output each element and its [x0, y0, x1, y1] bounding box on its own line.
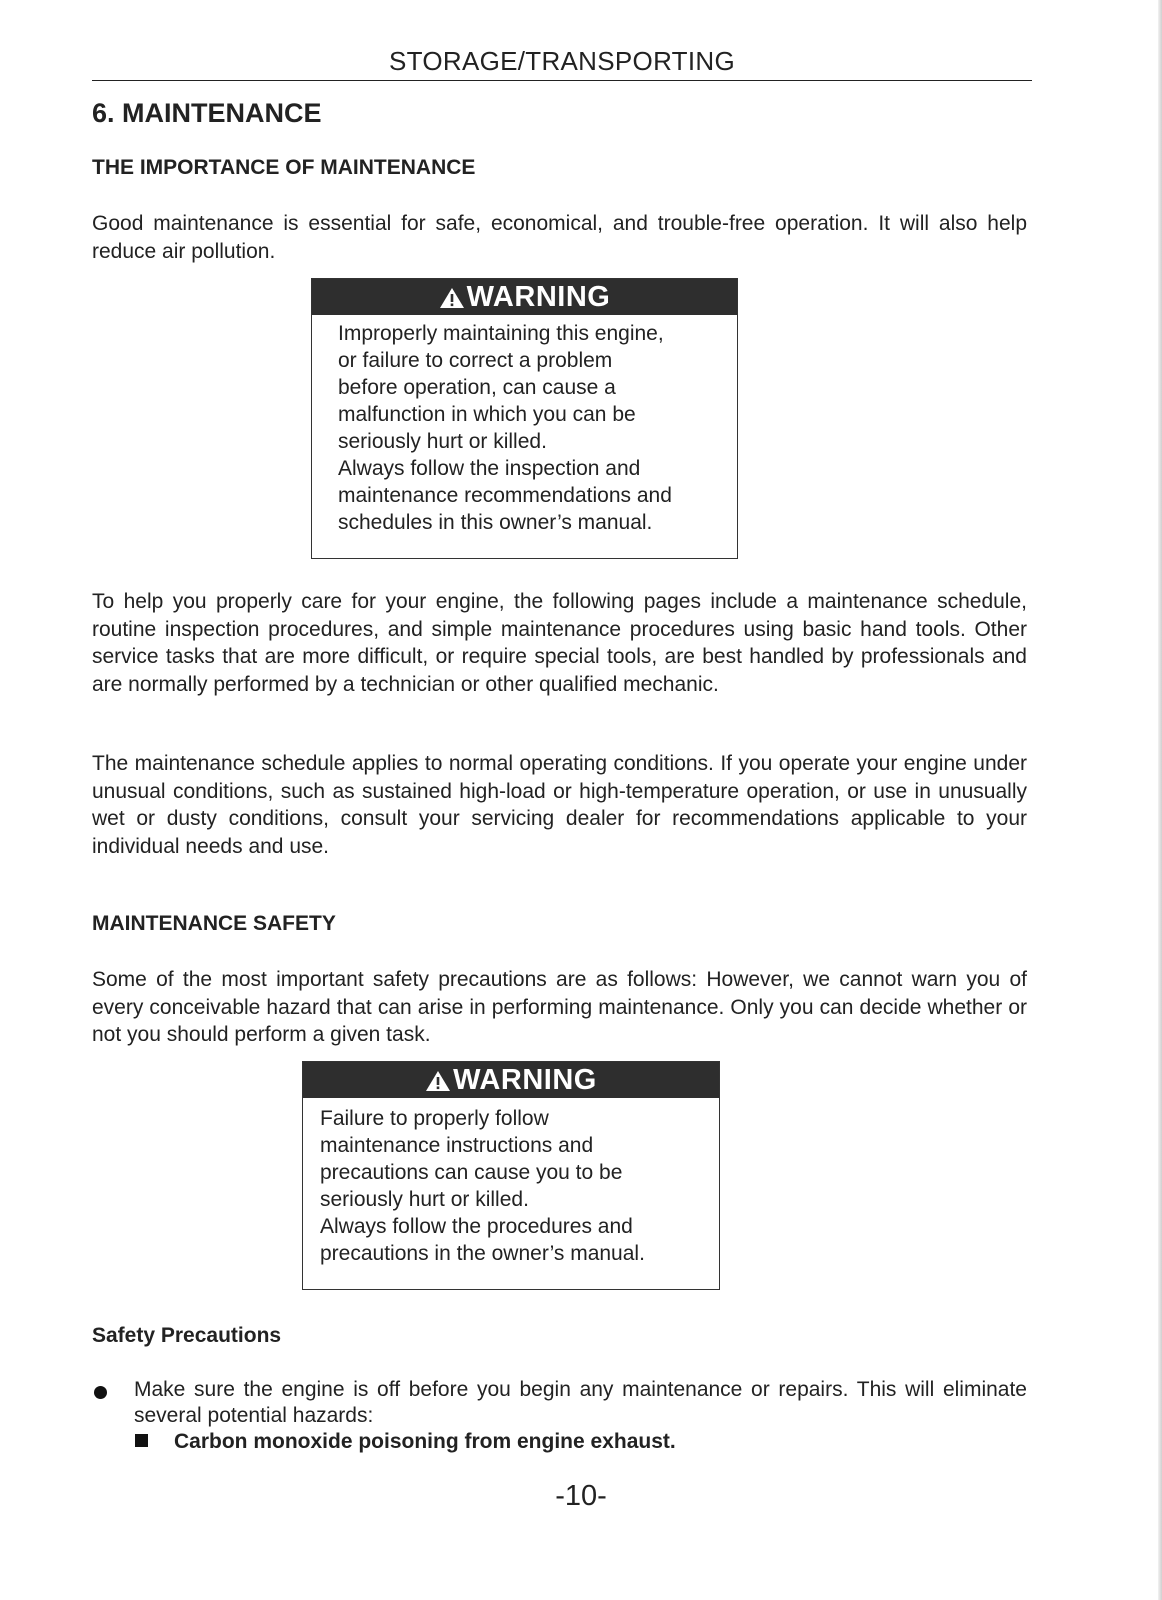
warning-1-line: maintenance recommendations and — [338, 484, 672, 507]
square-bullet-icon — [135, 1434, 148, 1447]
warning-text-1 — [312, 315, 737, 536]
warning-2-line: Always follow the procedures and — [320, 1215, 633, 1238]
warning-1-line: Always follow the inspection and — [338, 457, 641, 480]
warning-1-line: malfunction in which you can be — [338, 403, 636, 426]
warning-2-line: Failure to properly follow — [320, 1107, 549, 1130]
warning-box-1 — [311, 278, 738, 559]
warning-1-line: Improperly maintaining this engine, — [338, 322, 664, 345]
page-edge-shadow — [1158, 0, 1162, 1600]
warning-label-1: WARNING — [466, 281, 611, 313]
warning-2-line: precautions in the owner’s manual. — [320, 1242, 645, 1265]
safety-intro: Some of the most important safety precautions are as follows: However, we cannot warn you of every conceivable hazard that can arise in performing maintenance. Only you can decide whether or not you should perform a given task. — [92, 968, 1027, 1046]
warning-1-line: before operation, can cause a — [338, 376, 616, 399]
bullet-text: Make sure the engine is off before you begin any maintenance or repairs. This will eliminate several potential hazards: — [134, 1378, 1027, 1427]
warning-header-2 — [303, 1062, 719, 1098]
warning-2-line: seriously hurt or killed. — [320, 1188, 529, 1211]
warning-1-line: or failure to correct a problem — [338, 349, 613, 372]
bullet-dot-icon — [94, 1386, 107, 1399]
safety-precautions-heading: Safety Precautions — [92, 1324, 282, 1347]
header-rule — [92, 80, 1032, 81]
warning-text-2 — [303, 1098, 719, 1267]
warning-box-2 — [302, 1061, 720, 1290]
sub-bullet-text: Carbon monoxide poisoning from engine exhaust. — [174, 1430, 676, 1453]
warning-triangle-icon — [439, 287, 465, 309]
running-header: STORAGE/TRANSPORTING — [389, 46, 735, 76]
warning-1-line: schedules in this owner’s manual. — [338, 511, 653, 534]
warning-triangle-icon — [425, 1070, 451, 1092]
section-title: 6. MAINTENANCE — [92, 98, 322, 128]
schedule-conditions-paragraph: The maintenance schedule applies to normal operating conditions. If you operate your engine under unusual conditions, such as sustained high-load or high-temperature operation, or use in unusually wet or dusty conditions, consult your servicing dealer for recommendations applicable to your individual needs and use. — [92, 752, 1027, 858]
warning-label-2: WARNING — [453, 1064, 597, 1096]
warning-2-line: maintenance instructions and — [320, 1134, 594, 1157]
warning-2-line: precautions can cause you to be — [320, 1161, 623, 1184]
warning-header-1 — [312, 279, 737, 315]
safety-heading: MAINTENANCE SAFETY — [92, 912, 336, 935]
importance-intro: Good maintenance is essential for safe, economical, and trouble-free operation. It will also help reduce air pollution. — [92, 212, 1027, 263]
importance-heading: THE IMPORTANCE OF MAINTENANCE — [92, 156, 476, 179]
maintenance-care-paragraph: To help you properly care for your engine, the following pages include a maintenance schedule, routine inspection procedures, and simple maintenance procedures using basic hand tools. Other service tasks that are more difficult, or require special tools, are best handled by professionals and are normally performed by a technician or other qualified mechanic. — [92, 590, 1027, 696]
page-number: -10- — [555, 1480, 607, 1512]
warning-1-line: seriously hurt or killed. — [338, 430, 547, 453]
